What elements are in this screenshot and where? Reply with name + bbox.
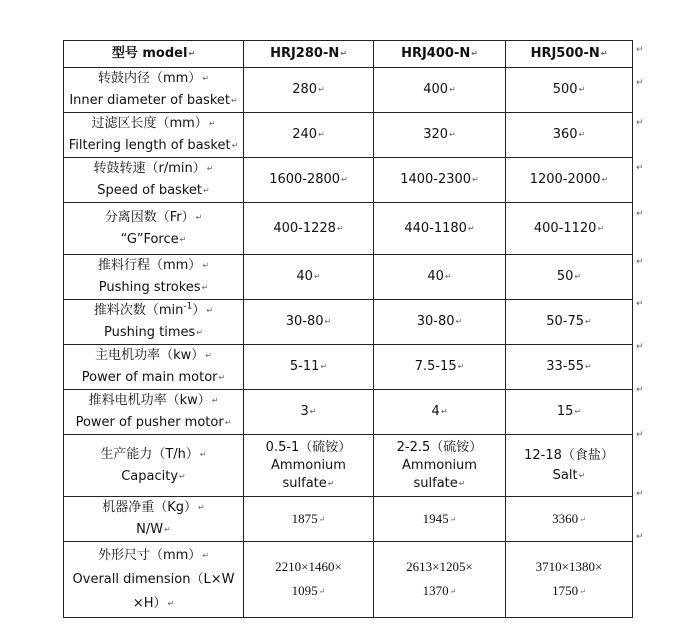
row-label: 分离因数（Fr）↵ “G”Force↵ <box>64 203 244 255</box>
table-row <box>64 158 633 203</box>
row-end-mark: ↵ <box>636 257 644 267</box>
row-value: 4↵ <box>374 390 506 435</box>
table-row <box>64 113 633 158</box>
row-label: 过滤区长度（mm）↵ Filtering length of basket↵ <box>64 113 244 158</box>
row-label: 机器净重（Kg）↵ N/W↵ <box>64 497 244 542</box>
table-row <box>64 345 633 390</box>
row-value: 440-1180↵ <box>374 203 506 255</box>
row-value: 30-80↵ <box>244 300 374 345</box>
row-value: 12-18（食盐） Salt↵ <box>506 435 633 497</box>
row-value: 400↵ <box>374 68 506 113</box>
row-label: 转鼓转速（r/min）↵ Speed of basket↵ <box>64 158 244 203</box>
table-row <box>64 300 633 345</box>
row-label: 推料电机功率（kw）↵ Power of pusher motor↵ <box>64 390 244 435</box>
row-value: 2613×1205× 1370↵ <box>374 542 506 618</box>
row-end-mark: ↵ <box>636 45 644 55</box>
row-end-mark: ↵ <box>636 342 644 352</box>
table-row <box>64 203 633 255</box>
row-end-mark: ↵ <box>636 489 644 499</box>
dimension-row <box>64 542 633 618</box>
row-value: 3360↵ <box>506 497 633 542</box>
row-value: 1875↵ <box>244 497 374 542</box>
capacity-row <box>64 435 633 497</box>
row-end-mark: ↵ <box>636 299 644 309</box>
row-value: 3↵ <box>244 390 374 435</box>
row-value: 5-11↵ <box>244 345 374 390</box>
row-value: 2-2.5（硫铵） Ammonium sulfate↵ <box>374 435 506 497</box>
row-value: 2210×1460× 1095↵ <box>244 542 374 618</box>
row-value: 40↵ <box>244 255 374 300</box>
row-value: 1400-2300↵ <box>374 158 506 203</box>
row-label: 转鼓内径（mm）↵ Inner diameter of basket↵ <box>64 68 244 113</box>
header-param: 型号 model↵ <box>64 41 244 68</box>
row-value: 50↵ <box>506 255 633 300</box>
row-value: 33-55↵ <box>506 345 633 390</box>
row-value: 280↵ <box>244 68 374 113</box>
row-value: 400-1120↵ <box>506 203 633 255</box>
row-label: 主电机功率（kw）↵ Power of main motor↵ <box>64 345 244 390</box>
weight-row <box>64 497 633 542</box>
row-value: 240↵ <box>244 113 374 158</box>
row-value: 1200-2000↵ <box>506 158 633 203</box>
row-value: 500↵ <box>506 68 633 113</box>
row-end-mark: ↵ <box>636 532 644 542</box>
row-end-mark: ↵ <box>636 385 644 395</box>
row-value: 400-1228↵ <box>244 203 374 255</box>
row-end-mark: ↵ <box>636 209 644 219</box>
row-value: 320↵ <box>374 113 506 158</box>
row-label: 外形尺寸（mm）↵ Overall dimension（L×W ×H）↵ <box>64 542 244 618</box>
row-value: 40↵ <box>374 255 506 300</box>
spec-table <box>63 40 633 618</box>
row-value: 15↵ <box>506 390 633 435</box>
row-value: 3710×1380× 1750↵ <box>506 542 633 618</box>
table-row <box>64 255 633 300</box>
header-model-2: HRJ400-N↵ <box>374 41 506 68</box>
row-value: 360↵ <box>506 113 633 158</box>
row-label: 推料次数$(\min^{-1})↵$ Pushing times↵ <box>64 300 244 345</box>
header-row <box>64 41 633 68</box>
header-model-3: HRJ500-N↵ <box>506 41 633 68</box>
row-value: 30-80↵ <box>374 300 506 345</box>
row-value: 7.5-15↵ <box>374 345 506 390</box>
row-value: 1600-2800↵ <box>244 158 374 203</box>
row-end-mark: ↵ <box>636 78 644 88</box>
row-end-mark: ↵ <box>636 118 644 128</box>
header-model-1: HRJ280-N↵ <box>244 41 374 68</box>
row-value: 50-75↵ <box>506 300 633 345</box>
row-label: 生产能力（T/h）↵ Capacity↵ <box>64 435 244 497</box>
row-label: 推料行程（mm）↵ Pushing strokes↵ <box>64 255 244 300</box>
row-end-mark: ↵ <box>636 430 644 440</box>
table-row <box>64 390 633 435</box>
table-row <box>64 68 633 113</box>
row-value: 1945↵ <box>374 497 506 542</box>
row-end-mark: ↵ <box>636 163 644 173</box>
row-value: 0.5-1（硫铵） Ammonium sulfate↵ <box>244 435 374 497</box>
